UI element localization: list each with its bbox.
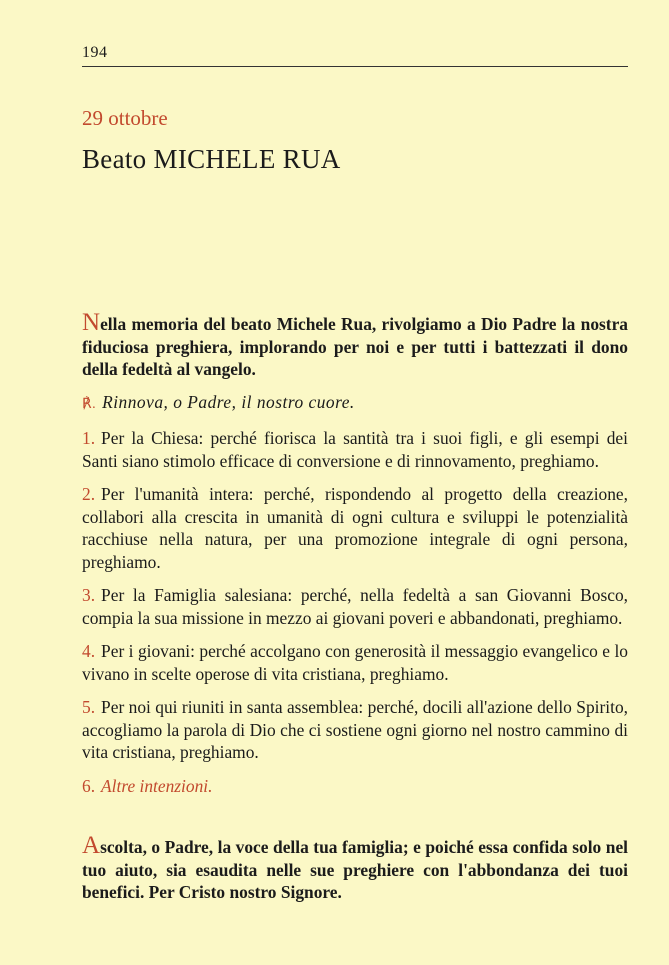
introduction-paragraph — [82, 309, 628, 381]
petition-text: Per la Chiesa: perché fiorisca la santità tra i suoi figli, e gli esempi dei Santi siano stimolo efficace di conversione e di rinnovamento, preghiamo. — [82, 428, 628, 471]
introduction-initial: N — [82, 309, 101, 336]
prayer-content — [82, 309, 628, 904]
petition-text: Per la Famiglia salesiana: perché, nella fedeltà a san Giovanni Bosco, compia la sua missione in mezzo ai giovani poveri e abbandonati, preghiamo. — [82, 585, 628, 628]
feast-title: Beato MICHELE RUA — [82, 144, 341, 174]
petition-number: 3. — [82, 585, 96, 605]
petition-number: 1. — [82, 428, 96, 448]
petition-4 — [82, 640, 628, 685]
conclusion-initial: A — [82, 832, 101, 859]
petition-1 — [82, 427, 628, 472]
concluding-prayer — [82, 832, 628, 904]
response-text: Rinnova, o Padre, il nostro cuore. — [102, 391, 355, 412]
conclusion-text: scolta, o Padre, la voce della tua famiglia; e poiché essa confida solo nel tuo aiuto, sia esaudita nelle sue preghiere con l'abbondanza dei tuoi benefici. Per Cristo nostro Signore. — [82, 837, 628, 902]
petition-5 — [82, 696, 628, 764]
petition-text: Per i giovani: perché accolgano con generosità il messaggio evangelico e lo vivano in scelte operose di vita cristiana, preghiamo. — [82, 641, 628, 684]
petition-6 — [82, 775, 628, 798]
petition-number: 2. — [82, 484, 96, 504]
response-symbol: ℟. — [82, 396, 97, 412]
petition-number: 4. — [82, 641, 96, 661]
response-line — [82, 391, 628, 417]
page-number: 194 — [82, 44, 108, 61]
feast-date: 29 ottobre — [82, 106, 168, 130]
petition-number: 5. — [82, 697, 96, 717]
petition-3 — [82, 584, 628, 629]
petition-number: 6. — [82, 775, 96, 796]
petition-2 — [82, 483, 628, 573]
petition-text: Per noi qui riuniti in santa assemblea: perché, docili all'azione dello Spirito, accogliamo la parola di Dio che ci sostiene ogni giorno nel nostro cammino di vita cristiana, preghiamo. — [82, 697, 628, 762]
petition-text: Altre intenzioni. — [101, 775, 213, 796]
header-rule — [82, 66, 628, 67]
petition-text: Per l'umanità intera: perché, rispondendo al progetto della creazione, collabori alla crescita in umanità di ogni cultura e sviluppi le potenzialità racchiuse nella natura, per una promozione integrale di ogni persona, preghiamo. — [82, 484, 628, 572]
introduction-text: ella memoria del beato Michele Rua, rivolgiamo a Dio Padre la nostra fiduciosa preghiera, implorando per noi e per tutti i battezzati il dono della fedeltà al vangelo. — [82, 314, 628, 379]
